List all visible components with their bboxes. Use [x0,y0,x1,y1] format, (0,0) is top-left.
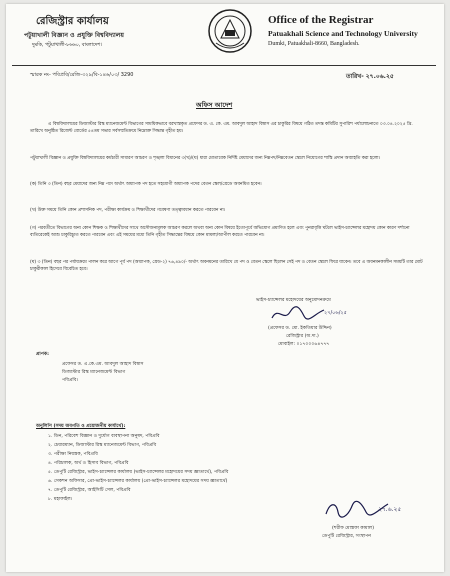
decision-item-kha: (খ) উক্ত সময়ে তিনি কোন প্রশাসনিক পদ, পরীক্ষা কার্যক্রম ও শিক্ষার্থীদের গবেষণা তত্ত্বাবধান করতে পারবেন না। [30,208,226,213]
copy-item: ২. চেয়ারম্যান, ডিজাস্টার রিস্ক ম্যানেজমেন্ট বিভাগ, পবিপ্রবি [48,443,157,448]
university-name-bn: পটুয়াখালী বিজ্ঞান ও প্রযুক্তি বিশ্ববিদ্যালয় [24,32,125,39]
memo-date: তারিখ- ২৭.০৬.২৫ [346,73,394,80]
university-name-en: Patuakhali Science and Technology University [268,29,418,38]
decision-item-ga: (গ) পরবর্তীতে বিভাগের অন্য কোন শিক্ষক ও শিক্ষার্থীদের সাথে অসৌজন্যমূলক আচরণ করলে অথবা অন্য কোন বিষয়ে ইতোপূর্বে অভিযোগ প্রমাণিত হলে এবং পুনরাবৃত্তি ঘটলে ভাইস-চ্যান্সেলর মহোদয় কোন কারণ দর্শানো ব্যতিরেকেই আশু চাকুরিচ্যুত করতে পারবেন এবং এই সময়ের মধ্যে তিনি গৃহীত সিদ্ধান্তের বিষয়ে কোন মামলা/আপীল করতে পারবেন না। [30,226,410,238]
document-page [6,4,444,572]
address-en: Dumki, Patuakhali-8660, Bangladesh. [268,41,360,47]
office-title-en: Office of the Registrar [268,14,374,26]
copy-label: অনুলিপি (সদয় অবগতি ও প্রয়োজনীয় কার্যার্থে): [36,424,126,429]
copy-item: ৪. পরিচালক, অর্থ ও হিসাব বিভাগ, পবিপ্রবি [48,461,129,466]
copy-item: ৩. পরীক্ষা নিয়ন্ত্রক, পবিপ্রবি [48,452,98,457]
copy-item: ৭. ডেপুটি রেজিস্ট্রার, আইসিটি সেল, পবিপ্রবি [48,488,131,493]
recipient-line: পবিপ্রবি। [62,378,78,383]
approval-note: ভাইস-চ্যান্সেলর মহোদয়ের অনুমোদনক্রমে [256,298,331,303]
registrar-name: (প্রফেসর ড. মো. ইকতিয়ার উদ্দিন) [268,326,332,331]
recipient-label: প্রাপক: [36,352,49,357]
document-title: অফিস আদেশ [196,101,233,109]
decision-item-gha: (ঘ) ৩ (তিন) বছর পর পর্যায়ক্রমে পালন করে আগে পূর্ব পদ (অধ্যাপক, গ্রেড-২) ৭৬,৪৯০/- অর্থাৎ অবনমনের তারিখে যে পদ ও বেতন স্কেলে ছিলেন সেই পদ ও বেতন স্কেলে ফিরে যাবেন। তবে এ অবনমনকালীন সময়টি তার মোট চাকুরীকাল হিসেবে বিবেচিত হবে। [30,260,423,272]
recipient-line: প্রফেসর ড. এ.কে.এম. আবদুল আহাদ বিশ্বাস [62,362,144,367]
deputy-registrar-name: (শরীফ মোস্তফা কামাল) [332,526,375,531]
copy-item: ১. ডিন, পরিবেশ বিজ্ঞান ও দুর্যোগ ব্যবস্থাপনা অনুষদ, পবিপ্রবি [48,434,160,439]
registrar-phone: মোবাইল: ০১৭০০০৬৪৭৭৭ [278,342,330,347]
address-bn: দুমকি, পটুয়াখালী-৮৬৬০, বাংলাদেশ। [32,43,102,48]
office-title-bn: রেজিস্ট্রার কার্যালয় [36,16,109,27]
recipient-line: ডিজাস্টার রিস্ক ম্যানেজমেন্ট বিভাগ [62,370,126,375]
deputy-registrar-designation: ডেপুটি রেজিস্ট্রার, সংস্থাপন [322,534,371,539]
memo-reference: স্মারক নং- পবিপ্রবি/রেজি-৩২৯/বি-১৪৬/০৩/ 3290 [30,72,134,78]
paragraph-intro: এ বিশ্ববিদ্যালয়ের ডিজাস্টার রিস্ক ম্যানেজমেন্ট বিভাগের সাময়িকভাবে বরখাস্তকৃত প্রফেসর ড. এ. কে. এম. আবদুল আহাদ বিশ্বাস এর চাকুরির বিষয়ে গঠিত তদন্ত কমিটির সুপারিশ পর্যালোচনাতে ০৩.০৪.২০২৫ খ্রি. তারিখে অনুষ্ঠিত রিজেন্ট বোর্ডের ৫৪তম সভার সর্বসম্মতিক্রমে নিম্নোক্ত সিদ্ধান্ত গৃহীত হয়। [30,122,413,134]
deputy-signature-date: ২৭.৬.২৫ [378,506,402,513]
copy-item: ৫. ডেপুটি রেজিস্ট্রার, ভাইস-চ্যান্সেলর কার্যালয় (ভাইস-চ্যান্সেলর মহোদয়ের সদয় জ্ঞাতার্থে), পবিপ্রবি [48,470,229,475]
paragraph-decision: পটুয়াখালী বিজ্ঞান ও প্রযুক্তি বিশ্ববিদ্যালয়ের কর্মচারী সাধারণ আচরণ ও শৃঙ্খলা বিধানের ৩(খ)/(ঘ) ধারা মোতাবেক নির্দিষ্ট মেয়াদের জন্য নিম্নপদ/নিম্নবেতন স্কেলে নিয়োগের শাস্তি প্রদান অব্যাহতি করা হলো। [30,156,381,161]
registrar-signature-date: ২৭/০৬/২৫ [324,310,347,316]
registrar-designation: রেজিস্ট্রার (অ.দা.) [286,334,319,339]
decision-item-ka: (ক) তিনি ৩ (তিন) বছর মেয়াদের জন্য নিম্ন পদে অর্থাৎ অধ্যাপক পদ হতে সহযোগী অধ্যাপক পদের বেতন স্কেল/গ্রেডে অবনমিত হবেন। [30,182,262,187]
university-seal-logo [207,8,253,54]
copy-item: ৮. মহাফাইল। [48,497,73,502]
copy-item: ৬. সেকশন অফিসার, প্রো-ভাইস-চ্যান্সেলর কার্যালয় (প্রো-ভাইস-চ্যান্সেলর মহোদয়ের সদয় জ্ঞাতার্থে) [48,479,228,484]
header-divider [12,65,436,66]
registrar-signature [268,304,328,324]
